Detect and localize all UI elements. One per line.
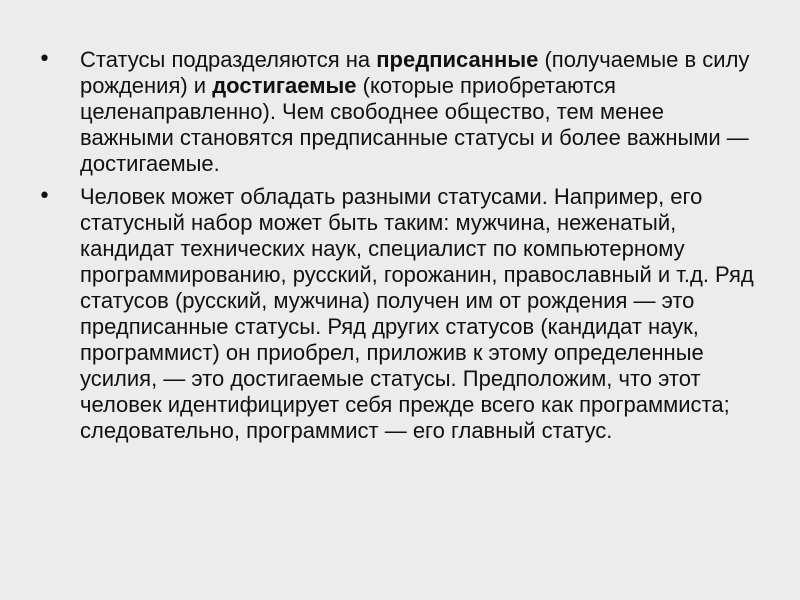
bullet-item-status-set-example: [38, 184, 758, 444]
bullet-item-statuses-types: [38, 47, 758, 177]
bold-term-prescribed: предписанные: [376, 47, 539, 72]
bold-term-achieved: достигаемые: [212, 73, 357, 98]
bullet-marker-icon: •: [38, 184, 51, 209]
bullet-list: [38, 47, 758, 451]
text-segment: (получаемые в силу рождения) и: [80, 47, 750, 98]
bullet-marker-icon: •: [38, 47, 51, 72]
bullet-text: [80, 184, 754, 443]
text-segment: Человек может обладать разными статусами. Например, его статусный набор может быть таким: мужчина, неженатый, кандидат технических наук, специалист по компьютерному программированию, русский, горожанин, православный и т.д. Ряд статусов (русский, мужчина) получен им от рождения — это предписанные статусы. Ряд других статусов (кандидат наук, программист) он приобрел, приложив к этому определенные усилия, — это достигаемые статусы. Предположим, что этот человек идентифицирует себя прежде всего как программиста; следовательно, программист — его главный статус.: [80, 184, 754, 443]
text-segment: (которые приобретаются целенаправленно). Чем свободнее общество, тем менее важными становятся предписанные статусы и более важными — достигаемые.: [80, 73, 749, 176]
text-segment: Статусы подразделяются на: [80, 47, 377, 72]
bullet-text: [80, 47, 749, 176]
